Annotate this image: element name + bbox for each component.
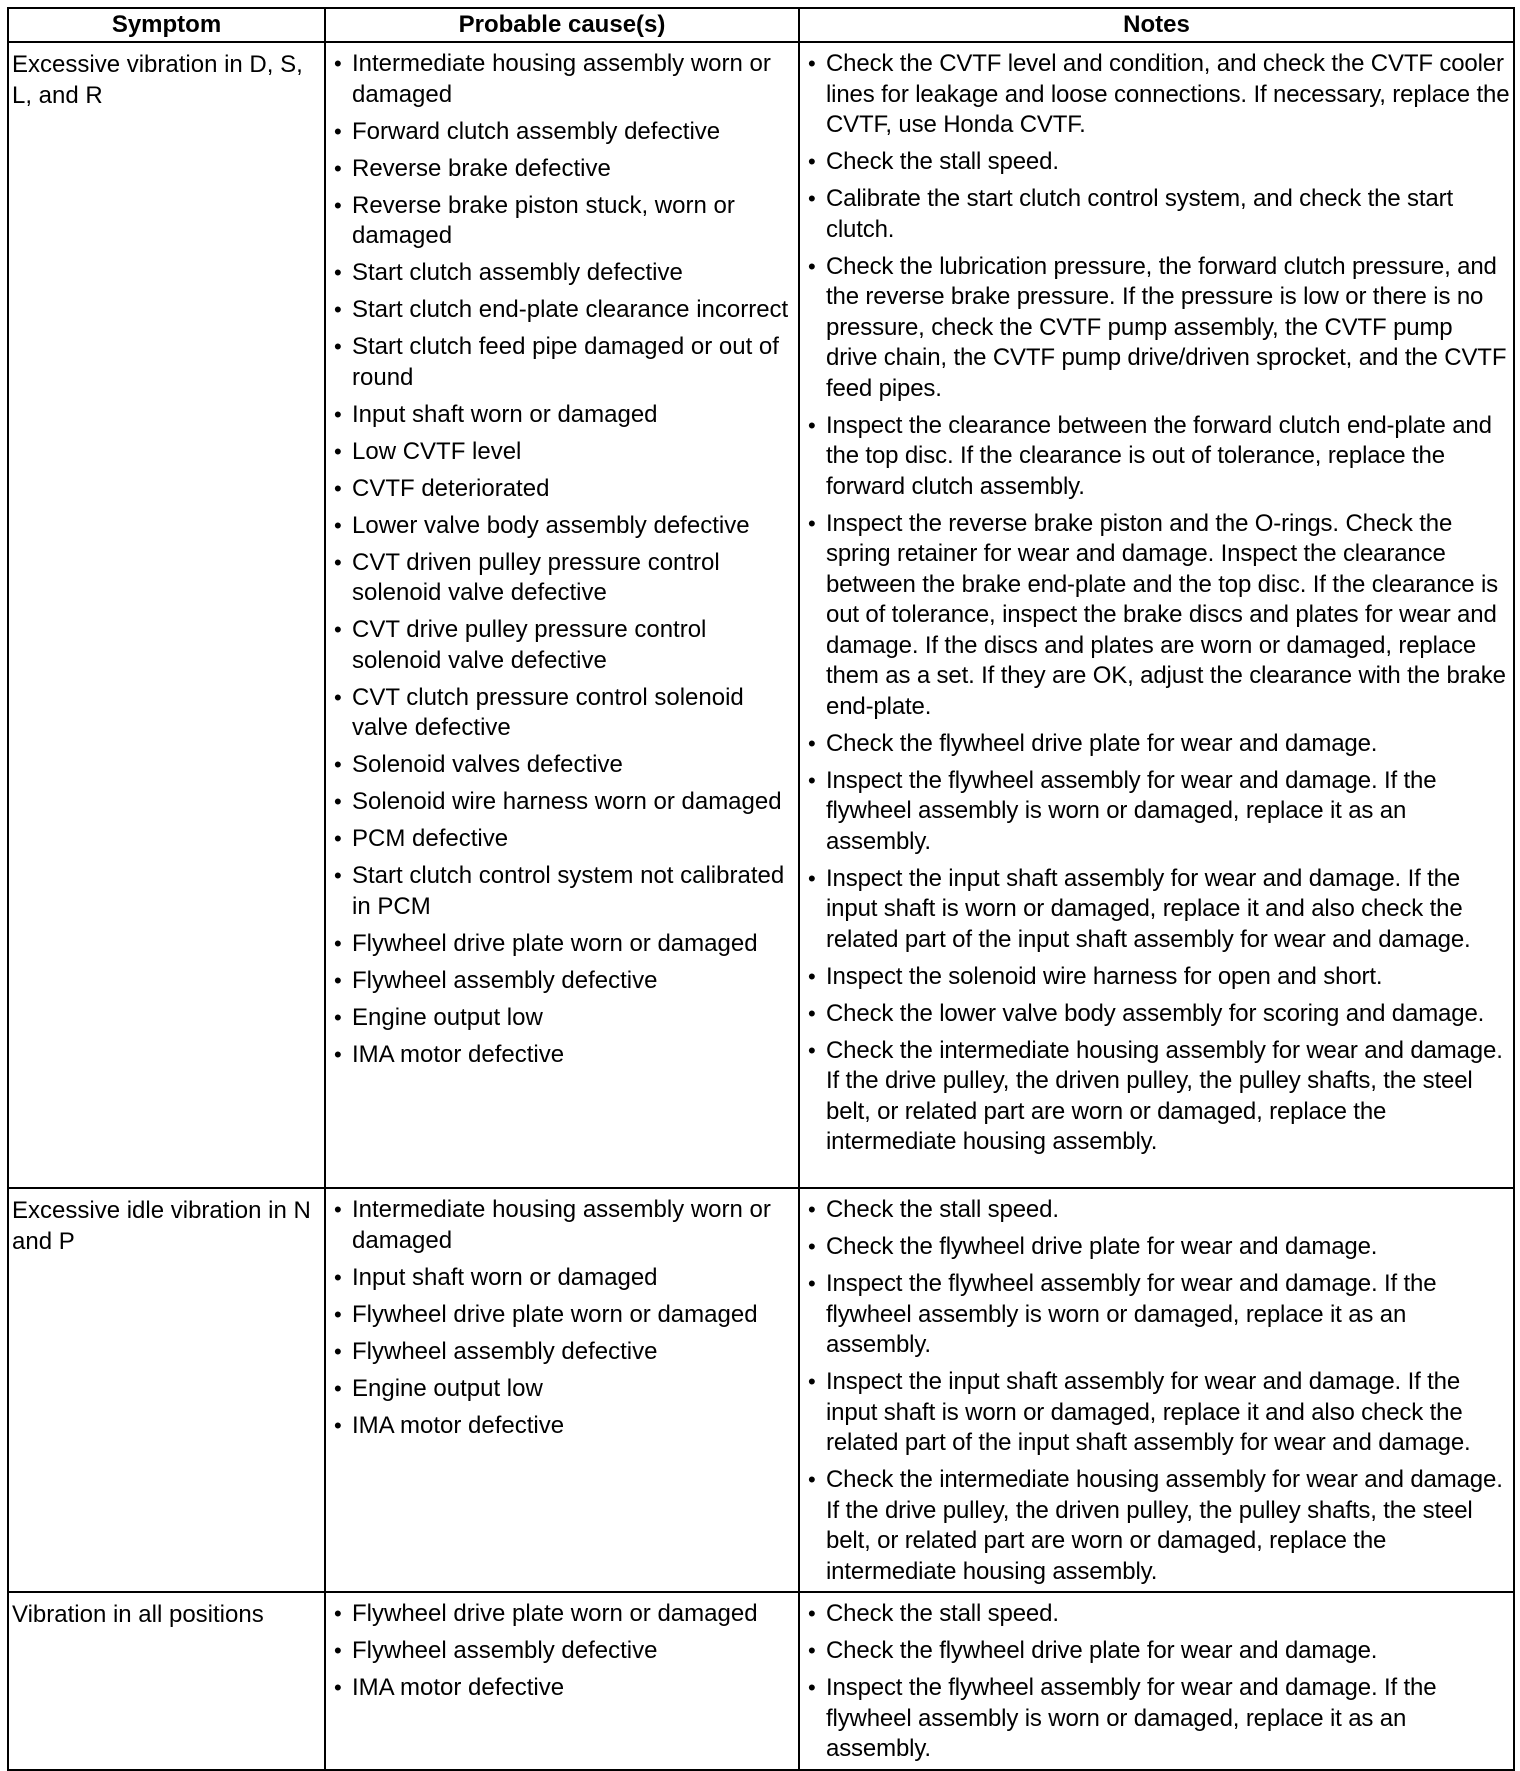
cause-item: • Reverse brake defective <box>332 154 795 185</box>
causes-list <box>332 1599 795 1704</box>
note-item: • Check the flywheel drive plate for wear and damage. <box>806 729 1510 760</box>
note-item: • Check the stall speed. <box>806 1195 1510 1226</box>
table-body <box>8 42 1514 1770</box>
cause-item: • IMA motor defective <box>332 1673 795 1704</box>
symptom-cell: Excessive idle vibration in N and P <box>8 1188 325 1592</box>
note-item: • Inspect the clearance between the forward clutch end-plate and the top disc. If the clearance is out of tolerance, replace the forward clutch assembly. <box>806 411 1510 503</box>
cause-item: • Low CVTF level <box>332 437 795 468</box>
cause-item: • Start clutch control system not calibrated in PCM <box>332 861 795 922</box>
cause-item: • CVT drive pulley pressure control solenoid valve defective <box>332 615 795 676</box>
notes-list <box>806 1195 1510 1587</box>
notes-cell <box>799 1188 1514 1592</box>
cause-item: • Flywheel drive plate worn or damaged <box>332 1300 795 1331</box>
cause-item: • Solenoid valves defective <box>332 750 795 781</box>
cause-item: • Flywheel assembly defective <box>332 1636 795 1667</box>
cause-item: • Flywheel assembly defective <box>332 1337 795 1368</box>
symptom-column-header: Symptom <box>8 8 325 42</box>
note-item: • Inspect the flywheel assembly for wear and damage. If the flywheel assembly is worn or damaged, replace it as an assembly. <box>806 1673 1510 1765</box>
table-header <box>8 8 1514 42</box>
note-item: • Check the flywheel drive plate for wear and damage. <box>806 1232 1510 1263</box>
note-item: • Inspect the input shaft assembly for wear and damage. If the input shaft is worn or damaged, replace it and also check the related part of the input shaft assembly for wear and damage. <box>806 1367 1510 1459</box>
notes-column-header: Notes <box>799 8 1514 42</box>
note-item: • Check the CVTF level and condition, and check the CVTF cooler lines for leakage and loose connections. If necessary, replace the CVTF, use Honda CVTF. <box>806 49 1510 141</box>
cause-item: • Intermediate housing assembly worn or damaged <box>332 1195 795 1256</box>
notes-list <box>806 49 1510 1158</box>
note-item: • Check the intermediate housing assembly for wear and damage. If the drive pulley, the driven pulley, the pulley shafts, the steel belt, or related part are worn or damaged, replace the intermediate housing assembly. <box>806 1465 1510 1587</box>
troubleshooting-table <box>7 7 1515 1771</box>
cause-item: • Input shaft worn or damaged <box>332 1263 795 1294</box>
note-item: • Check the lower valve body assembly for scoring and damage. <box>806 999 1510 1030</box>
cause-item: • IMA motor defective <box>332 1040 795 1071</box>
cause-item: • Start clutch end-plate clearance incorrect <box>332 295 795 326</box>
note-item: • Inspect the input shaft assembly for wear and damage. If the input shaft is worn or damaged, replace it and also check the related part of the input shaft assembly for wear and damage. <box>806 864 1510 956</box>
cause-item: • Start clutch assembly defective <box>332 258 795 289</box>
cause-item: • Engine output low <box>332 1374 795 1405</box>
cause-item: • CVT driven pulley pressure control solenoid valve defective <box>332 548 795 609</box>
notes-list <box>806 1599 1510 1765</box>
causes-cell <box>325 42 799 1188</box>
causes-list <box>332 1195 795 1441</box>
symptom-cell: Vibration in all positions <box>8 1592 325 1770</box>
table-row <box>8 1592 1514 1770</box>
notes-cell <box>799 1592 1514 1770</box>
cause-item: • Flywheel drive plate worn or damaged <box>332 929 795 960</box>
note-item: • Inspect the flywheel assembly for wear and damage. If the flywheel assembly is worn or damaged, replace it as an assembly. <box>806 1269 1510 1361</box>
cause-item: • CVT clutch pressure control solenoid valve defective <box>332 683 795 744</box>
header-row <box>8 8 1514 42</box>
note-item: • Inspect the flywheel assembly for wear and damage. If the flywheel assembly is worn or damaged, replace it as an assembly. <box>806 766 1510 858</box>
cause-item: • Forward clutch assembly defective <box>332 117 795 148</box>
note-item: • Inspect the reverse brake piston and the O-rings. Check the spring retainer for wear and damage. Inspect the clearance between the brake end-plate and the top disc. If the clearance is out of tolerance, inspect the brake discs and plates for wear and damage. If the discs and plates are worn or damaged, replace them as a set. If they are OK, adjust the clearance with the brake end-plate. <box>806 509 1510 723</box>
cause-item: • Solenoid wire harness worn or damaged <box>332 787 795 818</box>
cause-item: • Engine output low <box>332 1003 795 1034</box>
causes-list <box>332 49 795 1070</box>
note-item: • Calibrate the start clutch control system, and check the start clutch. <box>806 184 1510 245</box>
causes-cell <box>325 1592 799 1770</box>
cause-item: • Input shaft worn or damaged <box>332 400 795 431</box>
causes-cell <box>325 1188 799 1592</box>
symptom-cell: Excessive vibration in D, S, L, and R <box>8 42 325 1188</box>
note-item: • Check the intermediate housing assembly for wear and damage. If the drive pulley, the driven pulley, the pulley shafts, the steel belt, or related part are worn or damaged, replace the intermediate housing assembly. <box>806 1036 1510 1158</box>
cause-item: • Intermediate housing assembly worn or damaged <box>332 49 795 110</box>
note-item: • Check the stall speed. <box>806 147 1510 178</box>
table-row <box>8 1188 1514 1592</box>
cause-item: • Lower valve body assembly defective <box>332 511 795 542</box>
cause-item: • Start clutch feed pipe damaged or out of round <box>332 332 795 393</box>
cause-item: • CVTF deteriorated <box>332 474 795 505</box>
table-row <box>8 42 1514 1188</box>
notes-cell <box>799 42 1514 1188</box>
note-item: • Check the lubrication pressure, the forward clutch pressure, and the reverse brake pressure. If the pressure is low or there is no pressure, check the CVTF pump assembly, the CVTF pump drive chain, the CVTF pump drive/driven sprocket, and the CVTF feed pipes. <box>806 252 1510 405</box>
causes-column-header: Probable cause(s) <box>325 8 799 42</box>
cause-item: • PCM defective <box>332 824 795 855</box>
note-item: • Check the flywheel drive plate for wear and damage. <box>806 1636 1510 1667</box>
cause-item: • Flywheel assembly defective <box>332 966 795 997</box>
note-item: • Inspect the solenoid wire harness for open and short. <box>806 962 1510 993</box>
note-item: • Check the stall speed. <box>806 1599 1510 1630</box>
cause-item: • Flywheel drive plate worn or damaged <box>332 1599 795 1630</box>
cause-item: • Reverse brake piston stuck, worn or damaged <box>332 191 795 252</box>
cause-item: • IMA motor defective <box>332 1411 795 1442</box>
